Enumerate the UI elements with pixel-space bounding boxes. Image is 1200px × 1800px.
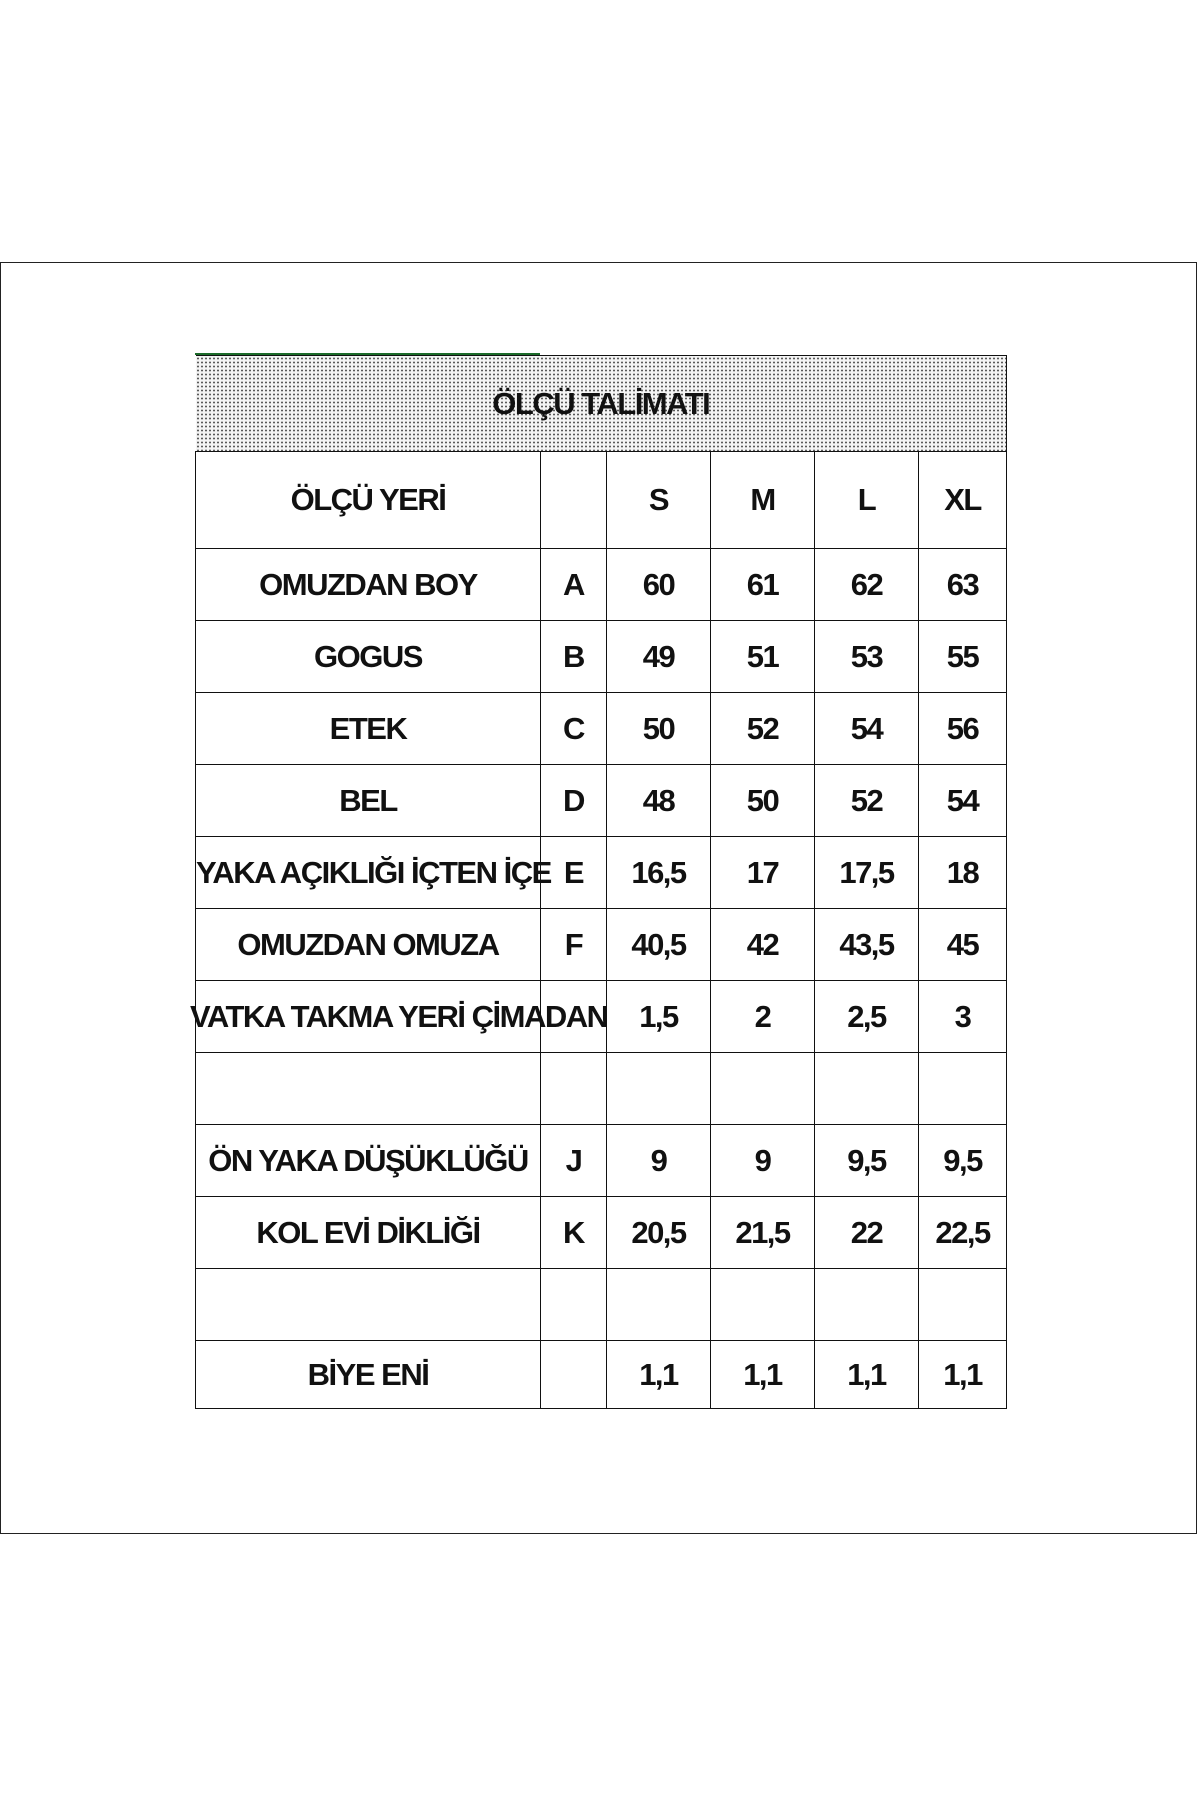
value-l: 1,1: [815, 1341, 919, 1409]
measurement-code: E: [541, 837, 607, 909]
value-xl: 1,1: [919, 1341, 1007, 1409]
measurement-code: B: [541, 621, 607, 693]
size-chart-table: [190, 355, 1007, 1409]
table-row: [196, 1341, 1007, 1409]
measurement-name: [196, 1053, 541, 1125]
value-m: 52: [711, 693, 815, 765]
value-s: 40,5: [607, 909, 711, 981]
value-s: 16,5: [607, 837, 711, 909]
value-m: [711, 1053, 815, 1125]
measurement-name: ETEK: [196, 693, 541, 765]
value-m: [711, 1269, 815, 1341]
table-row: [196, 837, 1007, 909]
value-l: 62: [815, 549, 919, 621]
value-xl: 18: [919, 837, 1007, 909]
value-s: 60: [607, 549, 711, 621]
size-header-m: M: [711, 452, 815, 549]
measurement-code: J: [541, 1125, 607, 1197]
value-l: [815, 1269, 919, 1341]
value-m: 61: [711, 549, 815, 621]
measurement-code: [541, 1341, 607, 1409]
size-header-s: S: [607, 452, 711, 549]
value-m: 2: [711, 981, 815, 1053]
measurement-name: YAKA AÇIKLIĞI İÇTEN İÇE: [196, 837, 541, 909]
table-row: [196, 621, 1007, 693]
value-xl: 55: [919, 621, 1007, 693]
value-m: 9: [711, 1125, 815, 1197]
value-l: 17,5: [815, 837, 919, 909]
value-l: [815, 1053, 919, 1125]
value-xl: [919, 1053, 1007, 1125]
value-l: 9,5: [815, 1125, 919, 1197]
measurement-name: BİYE ENİ: [196, 1341, 541, 1409]
value-s: 50: [607, 693, 711, 765]
column-header-row: [196, 452, 1007, 549]
title-row: [196, 356, 1007, 452]
table-row: [196, 1053, 1007, 1125]
value-l: 2,5: [815, 981, 919, 1053]
measurement-code: F: [541, 909, 607, 981]
value-m: 51: [711, 621, 815, 693]
value-s: [607, 1053, 711, 1125]
measurement-code: A: [541, 549, 607, 621]
value-l: 52: [815, 765, 919, 837]
measurement-name: ÖN YAKA DÜŞÜKLÜĞÜ: [196, 1125, 541, 1197]
measurement-name: OMUZDAN BOY: [196, 549, 541, 621]
value-s: 20,5: [607, 1197, 711, 1269]
table-row: [196, 693, 1007, 765]
table-row: [196, 1125, 1007, 1197]
measurement-name: KOL EVİ DİKLİĞİ: [196, 1197, 541, 1269]
value-l: 22: [815, 1197, 919, 1269]
value-m: 17: [711, 837, 815, 909]
table-row: [196, 981, 1007, 1053]
measurement-place-header: ÖLÇÜ YERİ: [196, 452, 541, 549]
code-header: [541, 452, 607, 549]
table-title: [196, 356, 1007, 452]
value-s: [607, 1269, 711, 1341]
value-xl: 3: [919, 981, 1007, 1053]
table-row: [196, 909, 1007, 981]
value-xl: 9,5: [919, 1125, 1007, 1197]
value-l: 53: [815, 621, 919, 693]
value-m: 21,5: [711, 1197, 815, 1269]
measurement-code: K: [541, 1197, 607, 1269]
table-row: [196, 765, 1007, 837]
measurement-name: BEL: [196, 765, 541, 837]
value-s: 48: [607, 765, 711, 837]
value-xl: 45: [919, 909, 1007, 981]
value-m: 50: [711, 765, 815, 837]
value-xl: 22,5: [919, 1197, 1007, 1269]
value-xl: 56: [919, 693, 1007, 765]
value-s: 9: [607, 1125, 711, 1197]
value-xl: [919, 1269, 1007, 1341]
value-xl: 63: [919, 549, 1007, 621]
measurement-name: [196, 1269, 541, 1341]
measurement-code: [541, 1269, 607, 1341]
size-header-xl: XL: [919, 452, 1007, 549]
value-l: 43,5: [815, 909, 919, 981]
measurement-code: C: [541, 693, 607, 765]
measurement-name: GOGUS: [196, 621, 541, 693]
value-s: 1,5: [607, 981, 711, 1053]
measurement-code: [541, 1053, 607, 1125]
measurement-name: VATKA TAKMA YERİ ÇİMADAN: [196, 981, 541, 1053]
value-s: 1,1: [607, 1341, 711, 1409]
measurement-name: OMUZDAN OMUZA: [196, 909, 541, 981]
value-xl: 54: [919, 765, 1007, 837]
measurement-code: D: [541, 765, 607, 837]
value-m: 1,1: [711, 1341, 815, 1409]
table-row: [196, 1197, 1007, 1269]
table-row: [196, 1269, 1007, 1341]
table-title-text: ÖLÇÜ TALİMATI: [492, 385, 710, 421]
value-m: 42: [711, 909, 815, 981]
table-row: [196, 549, 1007, 621]
size-header-l: L: [815, 452, 919, 549]
value-s: 49: [607, 621, 711, 693]
value-l: 54: [815, 693, 919, 765]
